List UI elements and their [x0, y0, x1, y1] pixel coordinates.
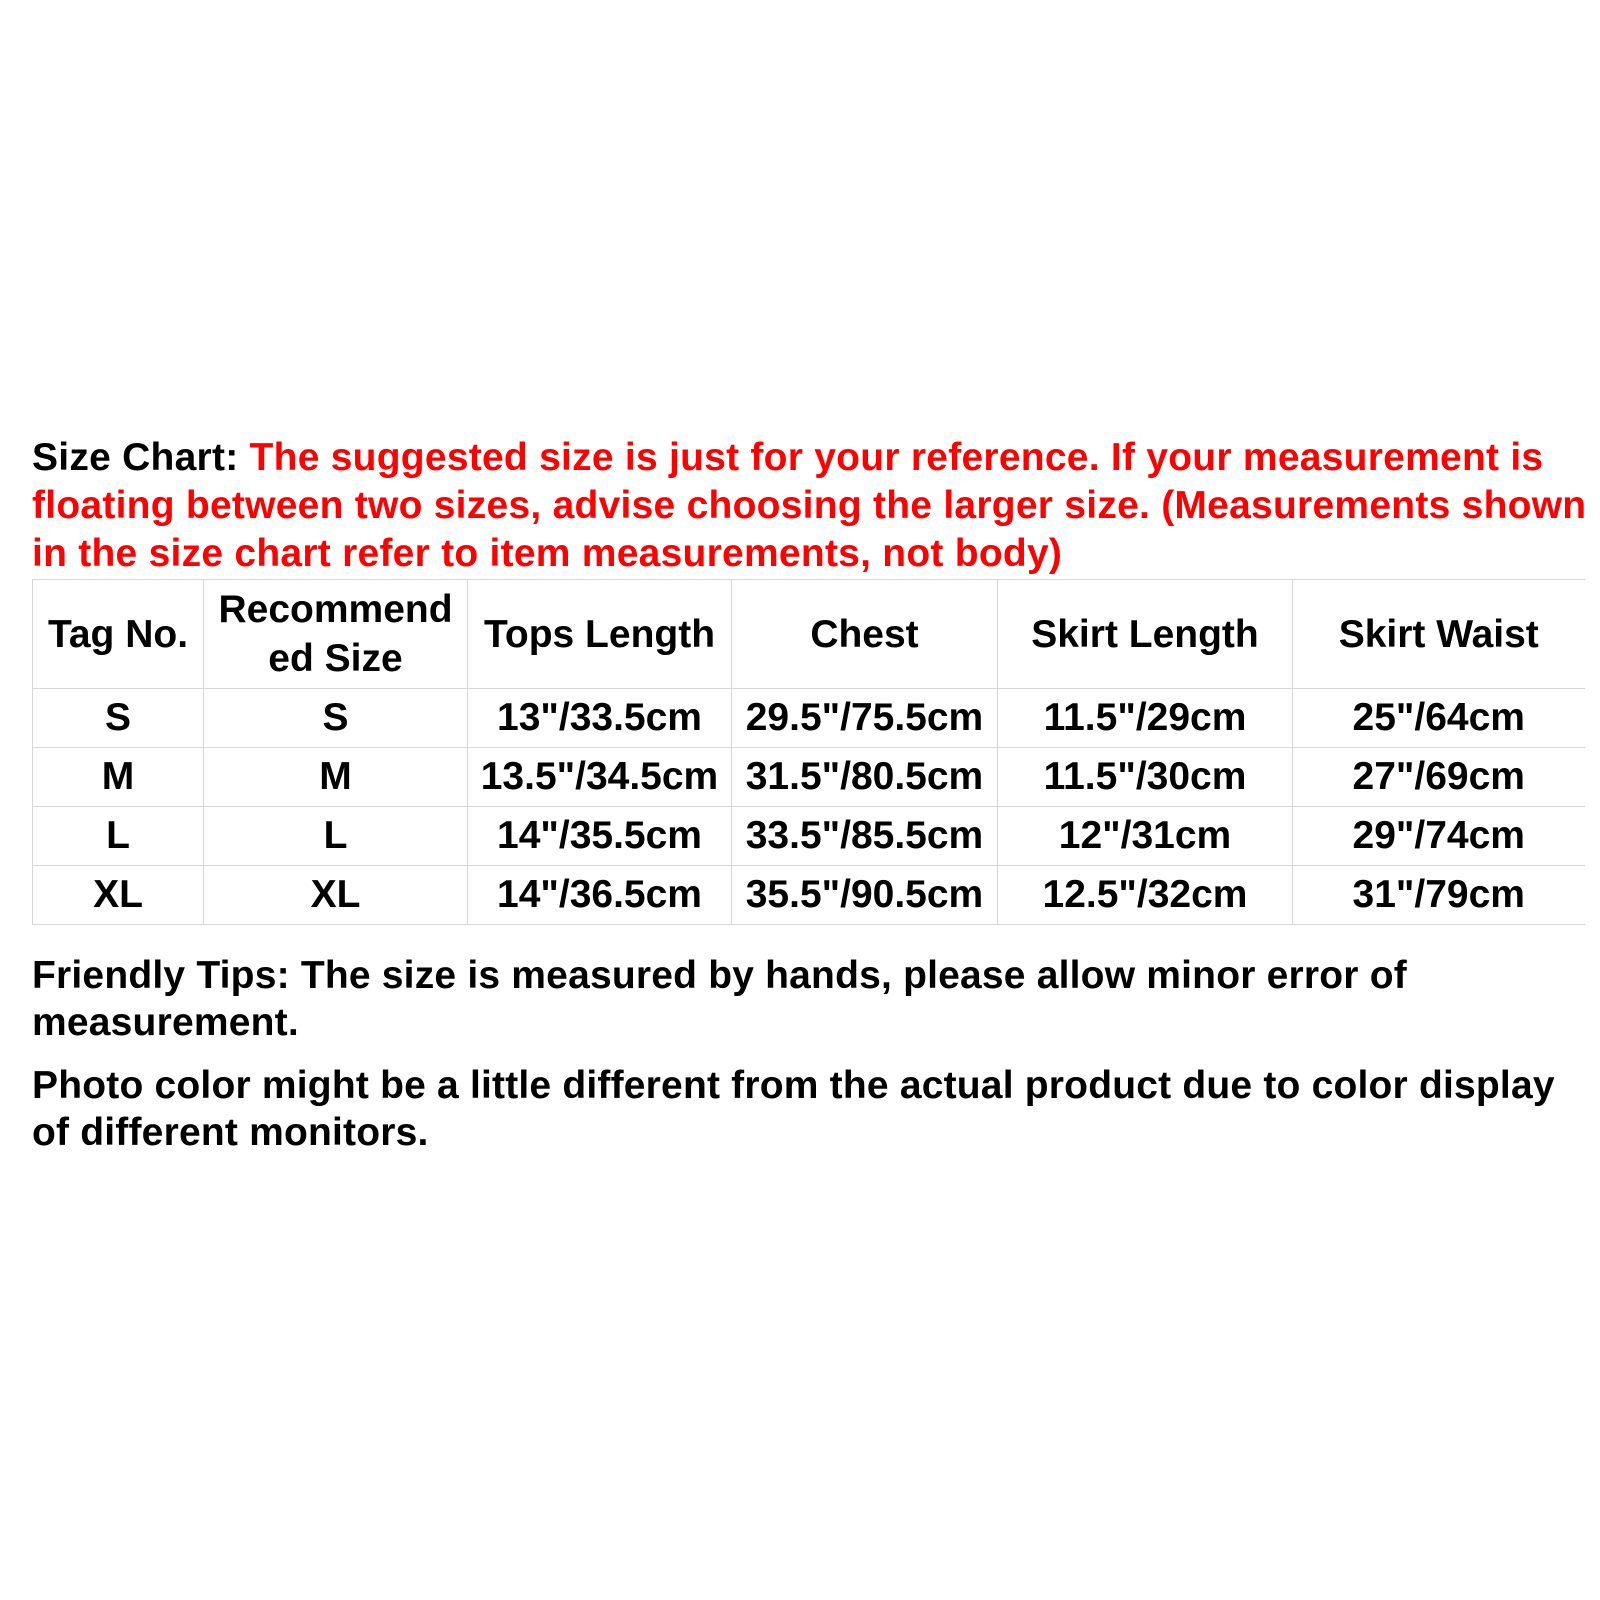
cell-tag-no: L — [33, 807, 204, 866]
cell-tops-length: 14"/35.5cm — [468, 807, 732, 866]
cell-tag-no: XL — [33, 866, 204, 925]
header-chest: Chest — [732, 580, 998, 689]
cell-skirt-waist: 29"/74cm — [1293, 807, 1585, 866]
cell-recommended-size: XL — [204, 866, 468, 925]
header-recommended-line-2: ed Size — [268, 637, 403, 680]
cell-skirt-waist: 27"/69cm — [1293, 748, 1585, 807]
cell-recommended-size: S — [204, 689, 468, 748]
header-recommended-size — [204, 580, 468, 689]
cell-recommended-size: M — [204, 748, 468, 807]
cell-tops-length: 13"/33.5cm — [468, 689, 732, 748]
friendly-tips: Friendly Tips: The size is measured by hands, please allow minor error of measurement. — [32, 954, 1407, 1044]
cell-chest: 35.5"/90.5cm — [732, 866, 998, 925]
photo-color-note: Photo color might be a little different from the actual product due to color display of different monitors. — [32, 1064, 1555, 1154]
header-skirt-waist: Skirt Waist — [1293, 580, 1585, 689]
header-recommended-line-1: Recommend — [218, 588, 453, 631]
cell-skirt-length: 12"/31cm — [998, 807, 1293, 866]
table-header-row — [33, 580, 1585, 689]
cell-chest: 33.5"/85.5cm — [732, 807, 998, 866]
cell-tag-no: S — [33, 689, 204, 748]
cell-skirt-length: 11.5"/29cm — [998, 689, 1293, 748]
table-row — [33, 748, 1585, 807]
cell-skirt-length: 11.5"/30cm — [998, 748, 1293, 807]
header-tops-length: Tops Length — [468, 580, 732, 689]
table-row — [33, 689, 1585, 748]
header-tag-no: Tag No. — [33, 580, 204, 689]
cell-chest: 31.5"/80.5cm — [732, 748, 998, 807]
cell-skirt-waist: 25"/64cm — [1293, 689, 1585, 748]
size-chart-label: Size Chart: — [32, 436, 239, 479]
header-skirt-length: Skirt Length — [998, 580, 1293, 689]
cell-recommended-size: L — [204, 807, 468, 866]
size-chart-note: The suggested size is just for your reference. If your measurement is floating between two sizes, advise choosing the larger size. (Measurements shown in the size chart refer to item measurements, not body) — [32, 436, 1587, 575]
cell-skirt-waist: 31"/79cm — [1293, 866, 1585, 925]
cell-tops-length: 14"/36.5cm — [468, 866, 732, 925]
cell-skirt-length: 12.5"/32cm — [998, 866, 1293, 925]
size-table — [32, 579, 1585, 925]
cell-tops-length: 13.5"/34.5cm — [468, 748, 732, 807]
cell-chest: 29.5"/75.5cm — [732, 689, 998, 748]
size-chart-intro — [32, 434, 1587, 578]
cell-tag-no: M — [33, 748, 204, 807]
table-row — [33, 866, 1585, 925]
table-row — [33, 807, 1585, 866]
